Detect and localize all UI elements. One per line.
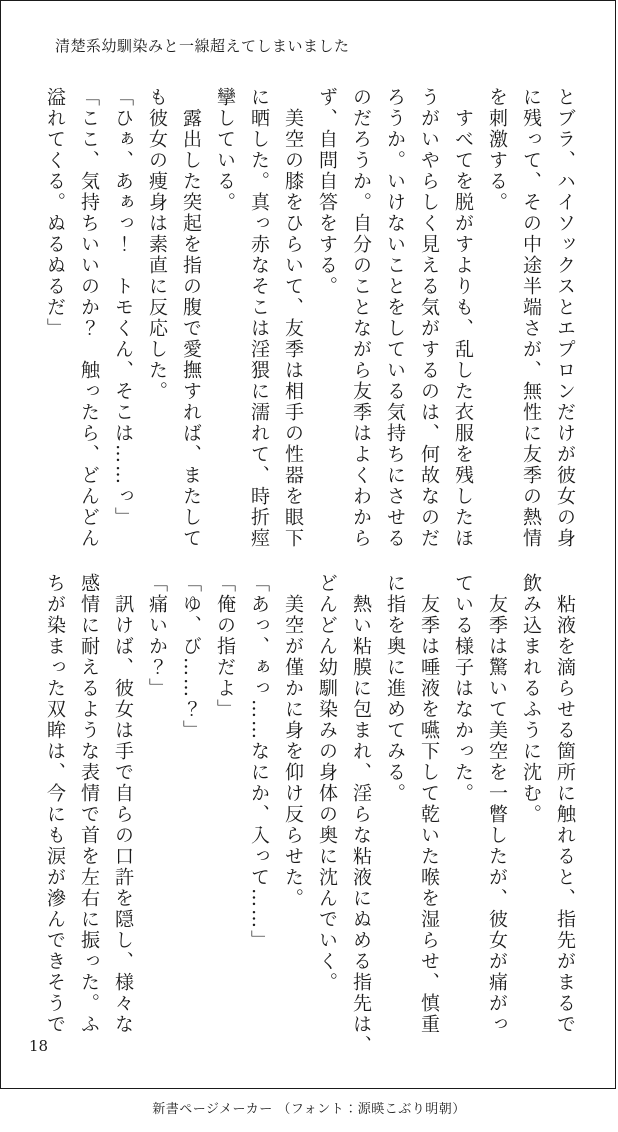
text-line: を刺激する。 <box>486 87 508 213</box>
page-number: 18 <box>29 1037 49 1055</box>
text-line: 友季は唾液を嚥下して乾いた喉を湿らせ、慎重 <box>418 573 440 1035</box>
text-line: ろうか。いけないことをしている気持ちにさせる <box>384 87 406 549</box>
page-header-title: 清楚系幼馴染みと一線超えてしまいました <box>55 37 350 55</box>
text-line: 友季は驚いて美空を一瞥したが、彼女が痛がっ <box>486 573 508 1035</box>
text-line: 「あっ、ぁっ……なにか、入って……」 <box>248 573 270 951</box>
text-line: 「俺の指だよ」 <box>214 573 236 720</box>
upper-text-block <box>37 87 582 553</box>
text-line: 美空が僅かに身を仰け反らせた。 <box>282 573 304 909</box>
text-line: 感情に耐えるような表情で首を左右に振った。ふ <box>78 573 100 1035</box>
text-line: 露出した突起を指の腹で愛撫すれば、またして <box>180 87 202 549</box>
text-line: も彼女の痩身は素直に反応した。 <box>146 87 168 402</box>
text-line: どんどん幼馴染みの身体の奥に沈んでいく。 <box>316 573 338 993</box>
text-line: 美空の膝をひらいて、友季は相手の性器を眼下 <box>282 87 304 549</box>
text-line: 溢れてくる。ぬるぬるだ」 <box>44 87 66 339</box>
text-line: 攣している。 <box>214 87 236 213</box>
text-line: 訊けば、彼女は手で自らの口許を隠し、様々な <box>112 573 134 1035</box>
footer-caption: 新書ページメーカー （フォント：源暎こぶり明朝） <box>152 1102 466 1117</box>
text-line: に晒した。真っ赤なそこは淫猥に濡れて、時折痙 <box>248 87 270 549</box>
text-line: 「ここ、気持ちいいのか？ 触ったら、どんどん <box>78 87 100 549</box>
text-line: のだろうか。自分のことながら友季はよくわから <box>350 87 372 549</box>
text-line: ず、自問自答をする。 <box>316 87 338 297</box>
text-line: 「ひぁ、あぁっ！ トモくん、そこは……っ」 <box>112 87 134 528</box>
text-line: うがいやらしく見える気がするのは、何故なのだ <box>418 87 440 549</box>
text-line: ちが染まった双眸は、今にも涙が滲んできそうで <box>44 573 66 1035</box>
text-line: に残って、その中途半端さが、無性に友季の熱情 <box>520 87 542 549</box>
text-line: ている様子はなかった。 <box>452 573 474 804</box>
text-line: 飲み込まれるふうに沈む。 <box>520 573 542 825</box>
text-line: 「ゆ、び……？」 <box>180 573 202 741</box>
text-line: 「痛いか？」 <box>146 573 168 699</box>
text-line: 粘液を滴らせる箇所に触れると、指先がまるで <box>554 573 576 1035</box>
text-line: に指を奥に進めてみる。 <box>384 573 406 804</box>
text-line: 熱い粘膜に包まれ、淫らな粘液にぬめる指先は、 <box>350 573 372 1056</box>
text-line: すべてを脱がすよりも、乱した衣服を残したほ <box>452 87 474 549</box>
text-line: とブラ、ハイソックスとエプロンだけが彼女の身 <box>554 87 576 549</box>
